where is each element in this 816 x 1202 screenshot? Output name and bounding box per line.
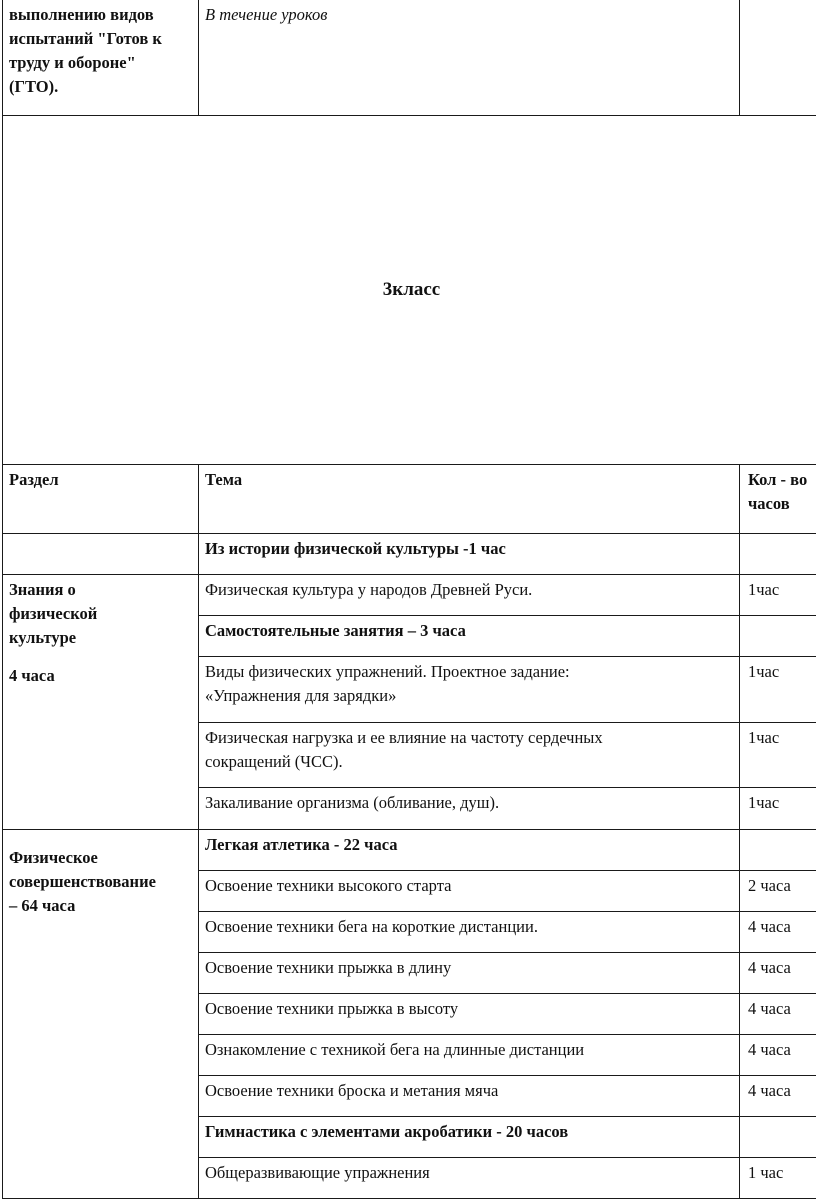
empty-section-cell (3, 534, 199, 575)
hours-cell: 1 час (740, 1158, 816, 1199)
section-knowledge (3, 575, 199, 830)
class-title: 3класс (3, 116, 816, 465)
gto-name-cell (3, 0, 199, 116)
gto-name-line: труду и обороне" (9, 53, 136, 72)
hours-cell: 4 часа (740, 1076, 816, 1117)
hours-cell (740, 534, 816, 575)
topic-heading: Самостоятельные занятия – 3 часа (199, 616, 740, 657)
table-header-row (3, 465, 816, 534)
hours-cell: 4 часа (740, 953, 816, 994)
hours-cell: 1час (740, 575, 816, 616)
header-topic: Тема (199, 465, 740, 534)
header-hours-line: часов (748, 494, 790, 513)
table-row (3, 575, 816, 616)
section-title-line: культуре (9, 628, 77, 647)
gto-hours-cell (740, 0, 816, 116)
class-title-row (3, 116, 816, 465)
topic-cell: Ознакомление с техникой бега на длинные дистанции (199, 1035, 740, 1076)
gto-name-line: (ГТО). (9, 77, 59, 96)
hours-cell (740, 830, 816, 871)
hours-cell: 4 часа (740, 912, 816, 953)
topic-cell: Освоение техники броска и метания мяча (199, 1076, 740, 1117)
header-hours (740, 465, 816, 534)
header-hours-line: Кол - во (748, 470, 808, 489)
topic-heading: Легкая атлетика - 22 часа (199, 830, 740, 871)
topic-cell (199, 723, 740, 788)
table-row (3, 534, 816, 575)
section-title-line: – 64 часа (9, 895, 76, 915)
gto-period-cell: В течение уроков (199, 0, 740, 116)
topic-cell: Закаливание организма (обливание, душ). (199, 788, 740, 830)
section-hours: 4 часа (9, 666, 55, 685)
section-title-line: совершенствование (9, 871, 156, 891)
hours-cell: 4 часа (740, 1035, 816, 1076)
topic-line: сокращений (ЧСС). (205, 752, 343, 771)
hours-cell: 1час (740, 723, 816, 788)
topic-heading: Гимнастика с элементами акробатики - 20 часов (199, 1117, 740, 1158)
curriculum-table (2, 0, 816, 1199)
topic-cell: Освоение техники бега на короткие дистанции. (199, 912, 740, 953)
gto-name-line: испытаний "Готов к (9, 29, 162, 48)
gto-row (3, 0, 816, 116)
section-physical (3, 830, 199, 1199)
topic-line: «Упражнения для зарядки» (205, 686, 397, 705)
section-title-line: Знания о (9, 580, 76, 599)
topic-line: Виды физических упражнений. Проектное задание: (205, 662, 570, 681)
topic-heading: Из истории физической культуры -1 час (199, 534, 740, 575)
hours-cell: 1час (740, 788, 816, 830)
header-section: Раздел (3, 465, 199, 534)
topic-cell: Общеразвивающие упражнения (199, 1158, 740, 1199)
hours-cell (740, 1117, 816, 1158)
topic-line: Физическая нагрузка и ее влияние на частоту сердечных (205, 728, 603, 747)
topic-cell (199, 657, 740, 723)
topic-cell: Физическая культура у народов Древней Руси. (199, 575, 740, 616)
section-title-line: физической (9, 604, 98, 623)
topic-cell: Освоение техники высокого старта (199, 871, 740, 912)
topic-cell: Освоение техники прыжка в длину (199, 953, 740, 994)
hours-cell: 1час (740, 657, 816, 723)
hours-cell: 2 часа (740, 871, 816, 912)
hours-cell: 4 часа (740, 994, 816, 1035)
section-title-line: Физическое (9, 847, 98, 867)
hours-cell (740, 616, 816, 657)
gto-name-line: выполнению видов (9, 5, 154, 24)
table-row (3, 830, 816, 871)
topic-cell: Освоение техники прыжка в высоту (199, 994, 740, 1035)
